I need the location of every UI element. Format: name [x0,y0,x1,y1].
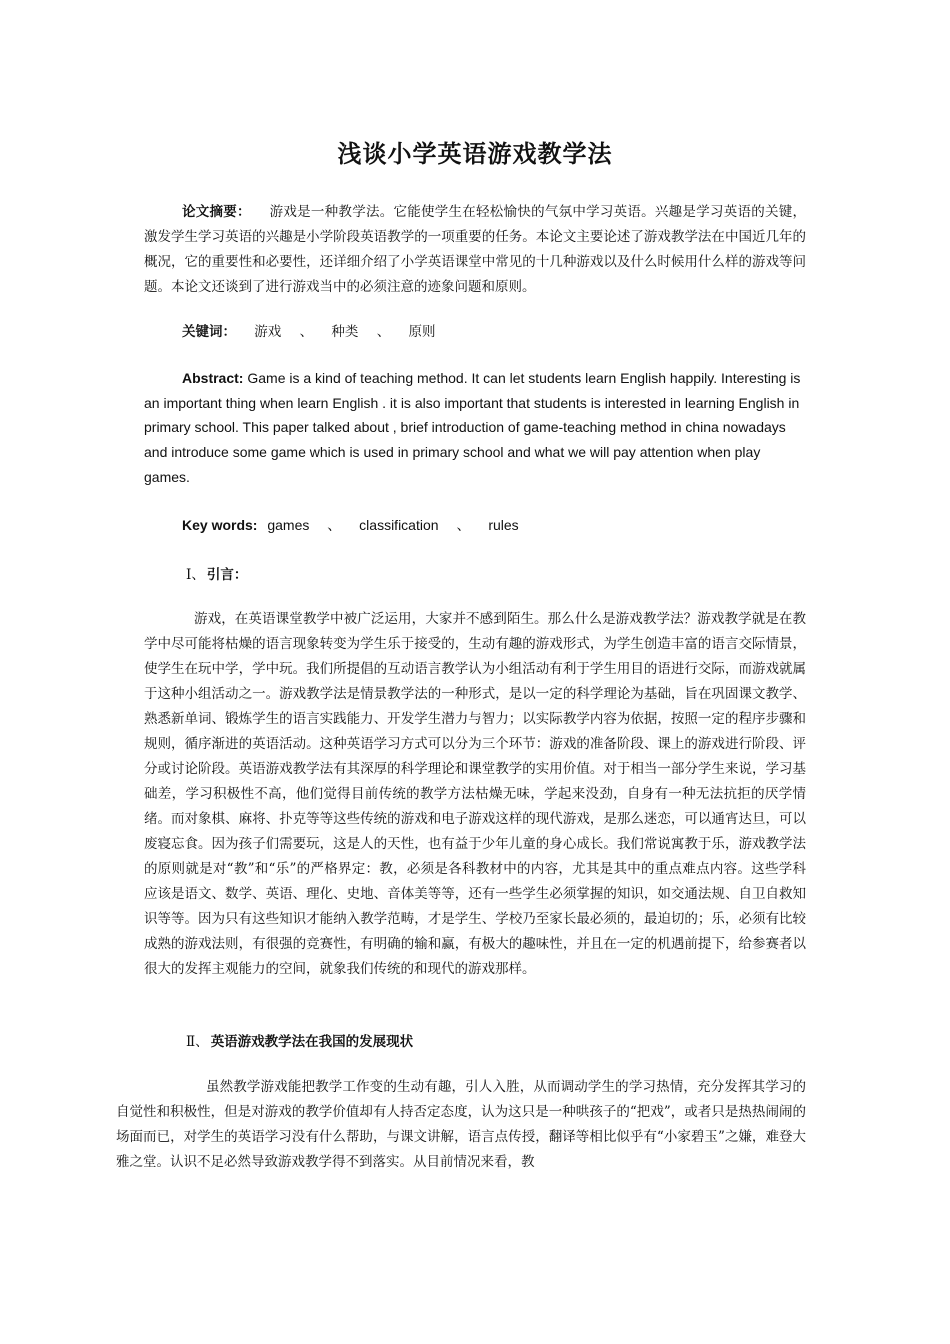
english-abstract-label: Abstract: [182,370,244,386]
english-keyword: rules [488,517,519,533]
section-heading-development [186,1030,413,1050]
keyword-separator: 、 [299,324,314,340]
chinese-abstract-label: 论文摘要： [182,204,251,220]
keyword-separator: 、 [376,324,391,340]
section-number: Ⅰ、 [186,567,205,583]
chinese-keyword: 种类 [331,324,359,340]
chinese-keyword: 游戏 [254,324,282,340]
section-body-introduction: 游戏，在英语课堂教学中被广泛运用，大家并不感到陌生。那么什么是游戏教学法？游戏教学就是在教学中尽可能将枯燥的语言现象转变为学生乐于接受的，生动有趣的游戏形式，为学生创造丰富的语言交际情景，使学生在玩中学，学中玩。我们所提倡的互动语言教学认为小组活动有利于学生用目的语进行交际，而游戏就属于这种小组活动之一。游戏教学法是情景教学法的一种形式，是以一定的科学理论为基础，旨在巩固课文教学、熟悉新单词、锻炼学生的语言实践能力、开发学生潜力与智力；以实际教学内容为依据，按照一定的程序步骤和规则，循序渐进的英语活动。这种英语学习方式可以分为三个环节：游戏的准备阶段、课上的游戏进行阶段、评分或讨论阶段。英语游戏教学法有其深厚的科学理论和课堂教学的实用价值。对于相当一部分学生来说，学习基础差，学习积极性不高，他们觉得目前传统的教学方法枯燥无味，学起来没劲，自身有一种无法抗拒的厌学情绪。而对象棋、麻将、扑克等等这些传统的游戏和电子游戏这样的现代游戏，是那么迷恋，可以通宵达旦，可以废寝忘食。因为孩子们需要玩，这是人的天性，也有益于少年儿童的身心成长。我们常说寓教于乐，游戏教学法的原则就是对“教”和“乐”的严格界定：教，必须是各科教材中的内容，尤其是其中的重点难点内容。这些学科应该是语文、数学、英语、理化、史地、音体美等等，还有一些学生必须掌握的知识，如交通法规、自卫自救知识等等。因为只有这些知识才能纳入教学范畴，才是学生、学校乃至家长最必须的，最迫切的；乐，必须有比较成熟的游戏法则，有很强的竞赛性，有明确的输和赢，有极大的趣味性，并且在一定的机遇前提下，给参赛者以很大的发挥主观能力的空间，就象我们传统的和现代的游戏那样。 [144,611,806,977]
section-heading-introduction [186,563,247,583]
section-title: 英语游戏教学法在我国的发展现状 [210,1034,414,1050]
paper-title: 浅谈小学英语游戏教学法 [337,140,613,168]
english-abstract [144,366,806,490]
english-keyword: games [267,517,310,533]
section-title: 引言： [206,567,248,583]
chinese-abstract-text: 游戏是一种教学法。它能使学生在轻松愉快的气氛中学习英语。兴趣是学习英语的关键，激发学生学习英语的兴趣是小学阶段英语教学的一项重要的任务。本论文主要论述了游戏教学法在中国近几年的概况，它的重要性和必要性，还详细介绍了小学英语课堂中常见的十几种游戏以及什么时候用什么样的游戏等问题。本论文还谈到了进行游戏当中的必须注意的迹象问题和原则。 [144,204,807,295]
english-abstract-text: Game is a kind of teaching method. It can let students learn English happily. Interesting is an important thing when learn English . it is also important that students is interested in learning English in primary school. This paper talked about , brief introduction of game-teaching method in china nowadays and introduce some game which is used in primary school and what we will pay attention when play games. [144,370,801,485]
chinese-keyword: 原则 [408,324,436,340]
keyword-separator: 、 [456,517,471,533]
chinese-keywords [182,320,802,345]
english-keywords-label: Key words: [182,517,258,533]
keyword-separator: 、 [327,517,342,533]
chinese-abstract [144,200,806,300]
english-keywords [182,513,802,538]
section-number: Ⅱ、 [186,1034,209,1050]
chinese-keywords-label: 关键词： [182,324,236,340]
english-keyword: classification [359,517,439,533]
section-body-development: 虽然教学游戏能把教学工作变的生动有趣，引人入胜，从而调动学生的学习热情，充分发挥其学习的自觉性和积极性，但是对游戏的教学价值却有人持否定态度，认为这只是一种哄孩子的“把戏”，或者只是热热闹闹的场面而已，对学生的英语学习没有什么帮助，与课文讲解，语言点传授，翻译等相比似乎有“小家碧玉”之嫌，难登大雅之堂。认识不足必然导致游戏教学得不到落实。从目前情况来看，教 [116,1079,806,1170]
